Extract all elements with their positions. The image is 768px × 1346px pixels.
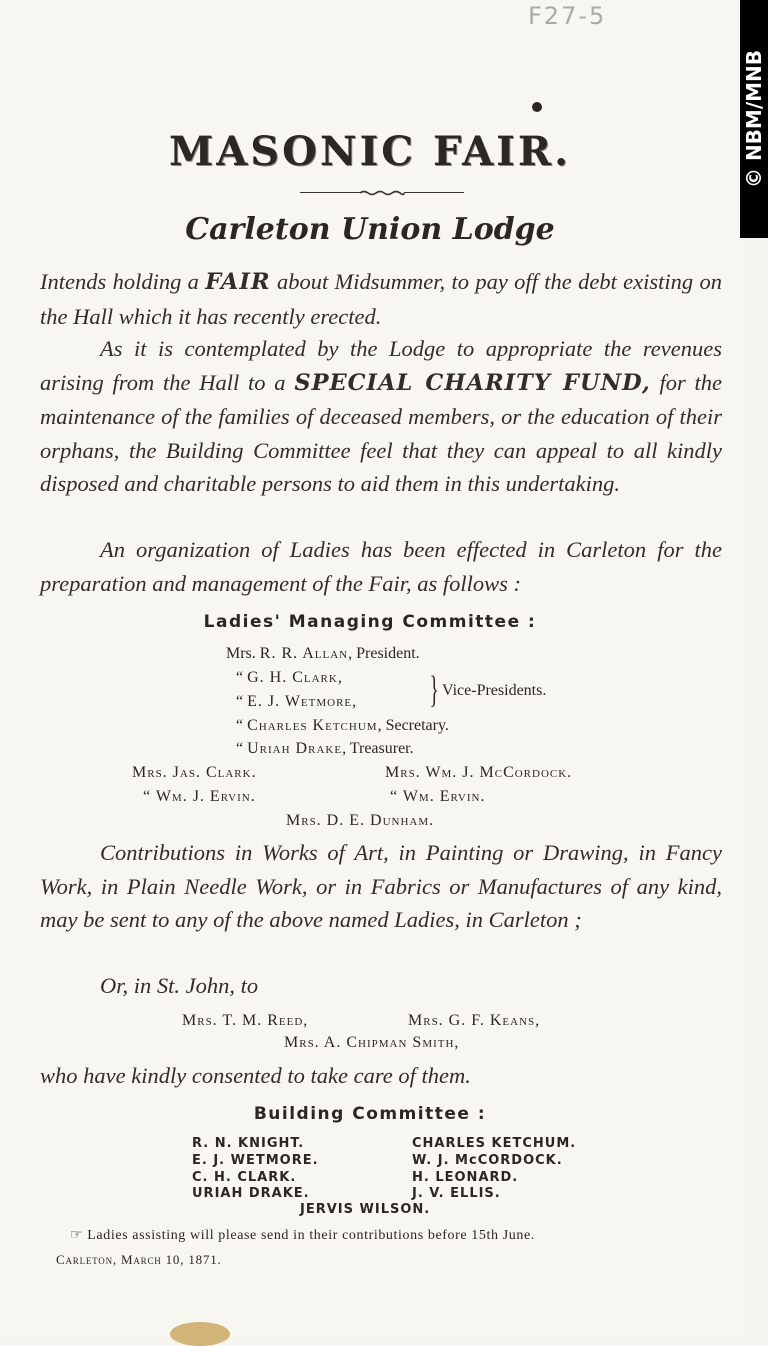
member-name: “ Wm. Ervin. <box>390 788 486 805</box>
paragraph-consent: who have kindly consented to take care of them. <box>40 1063 471 1088</box>
charity-post: for the maintenance of the families of deceased members, or the education of their orphans, the Building Committee feel that they can appeal to all kindly disposed and charitable persons to aid them in this undertaking. <box>40 369 722 496</box>
building-committee-heading: Building Committee : <box>253 1104 487 1124</box>
charity-pre: As it is contemplated by the Lodge to appropriate the revenues arising from the Hall to a <box>40 336 722 395</box>
ditto-mark: “ <box>236 693 248 710</box>
vice-presidents-role: Vice-Presidents. <box>442 682 547 699</box>
vp1-name: G. H. Clark <box>247 669 338 686</box>
building-member: URIAH DRAKE. <box>192 1186 310 1201</box>
building-member: C. H. CLARK. <box>192 1170 297 1185</box>
ornament-glyphs <box>300 190 464 196</box>
stjohn-lady: Mrs. A. Chipman Smith, <box>284 1034 460 1051</box>
vp1-line <box>236 669 342 687</box>
ditto-mark: “ <box>236 669 248 686</box>
member-name: Mrs. Wm. J. McCordock. <box>385 764 573 781</box>
ornamental-divider <box>300 190 464 196</box>
intent-pre: Intends holding a <box>40 269 206 294</box>
footnote <box>70 1227 710 1244</box>
stjohn-lady: Mrs. T. M. Reed, <box>182 1012 309 1029</box>
copyright-banner <box>740 0 768 238</box>
footnote-text: Ladies assisting will please send in their contributions before 15th June. <box>87 1228 535 1243</box>
vp2-comma: , <box>352 693 357 710</box>
secretary-role: , Secretary. <box>377 717 449 734</box>
vp1-comma: , <box>337 669 342 686</box>
poster-title: MASONIC FAIR. <box>168 128 572 175</box>
building-member: CHARLES KETCHUM. <box>412 1136 577 1151</box>
paragraph-contributions: Contributions in Works of Art, in Painting or Drawing, in Fancy Work, in Plain Needle Work, or in Fabrics or Manufactures of any kind, may be sent to any of the above named Ladies, in Carleton ; <box>40 840 722 932</box>
paragraph-intent <box>40 265 722 333</box>
member-name: Mrs. Jas. Clark. <box>132 764 257 781</box>
paragraph-charity <box>40 332 722 501</box>
president-line <box>226 645 420 663</box>
treasurer-role: , Treasurer. <box>342 740 414 757</box>
building-member: E. J. WETMORE. <box>192 1153 319 1168</box>
paper-stain <box>170 1322 230 1346</box>
member-name: “ Wm. J. Ervin. <box>143 788 256 805</box>
building-member: W. J. McCORDOCK. <box>412 1153 563 1168</box>
treasurer-name: Uriah Drake <box>247 740 343 757</box>
copyright-text: © NBM/MNB <box>742 49 766 189</box>
brace-glyph: } <box>429 669 439 711</box>
prefix: Mrs. <box>226 645 260 662</box>
ink-blot <box>532 102 542 112</box>
secretary-name: Charles Ketchum <box>247 717 378 734</box>
stjohn-lady: Mrs. G. F. Keans, <box>408 1012 541 1029</box>
paragraph-organization: An organization of Ladies has been effected in Carleton for the preparation and management of the Fair, as follows : <box>40 537 722 596</box>
secretary-line <box>236 717 449 735</box>
building-member: JERVIS WILSON. <box>300 1202 431 1217</box>
building-member: H. LEONARD. <box>412 1170 519 1185</box>
ladies-committee-heading: Ladies' Managing Committee : <box>203 612 537 632</box>
fair-word: FAIR <box>205 269 271 295</box>
pointing-hand-icon: ☞ <box>70 1228 84 1243</box>
vp2-line <box>236 693 356 711</box>
paragraph-stjohn: Or, in St. John, to <box>100 973 259 998</box>
special-charity-fund: SPECIAL CHARITY FUND, <box>294 369 651 396</box>
treasurer-line <box>236 740 414 758</box>
issue-date: Carleton, March 10, 1871. <box>56 1252 222 1267</box>
lodge-name: Carleton Union Lodge <box>185 212 555 247</box>
ditto-mark: “ <box>236 717 248 734</box>
archive-mark: F27-5 <box>528 2 607 30</box>
building-member: J. V. ELLIS. <box>412 1186 501 1201</box>
ditto-mark: “ <box>236 740 248 757</box>
member-name: Mrs. D. E. Dunham. <box>286 812 435 829</box>
president-role: , President. <box>348 645 420 662</box>
president-name: R. R. Allan <box>259 645 349 662</box>
vp2-name: E. J. Wetmore <box>247 693 353 710</box>
intent-post: about Midsummer, to pay off the debt existing on the Hall which it has recently erected. <box>40 269 722 329</box>
building-member: R. N. KNIGHT. <box>192 1136 305 1151</box>
